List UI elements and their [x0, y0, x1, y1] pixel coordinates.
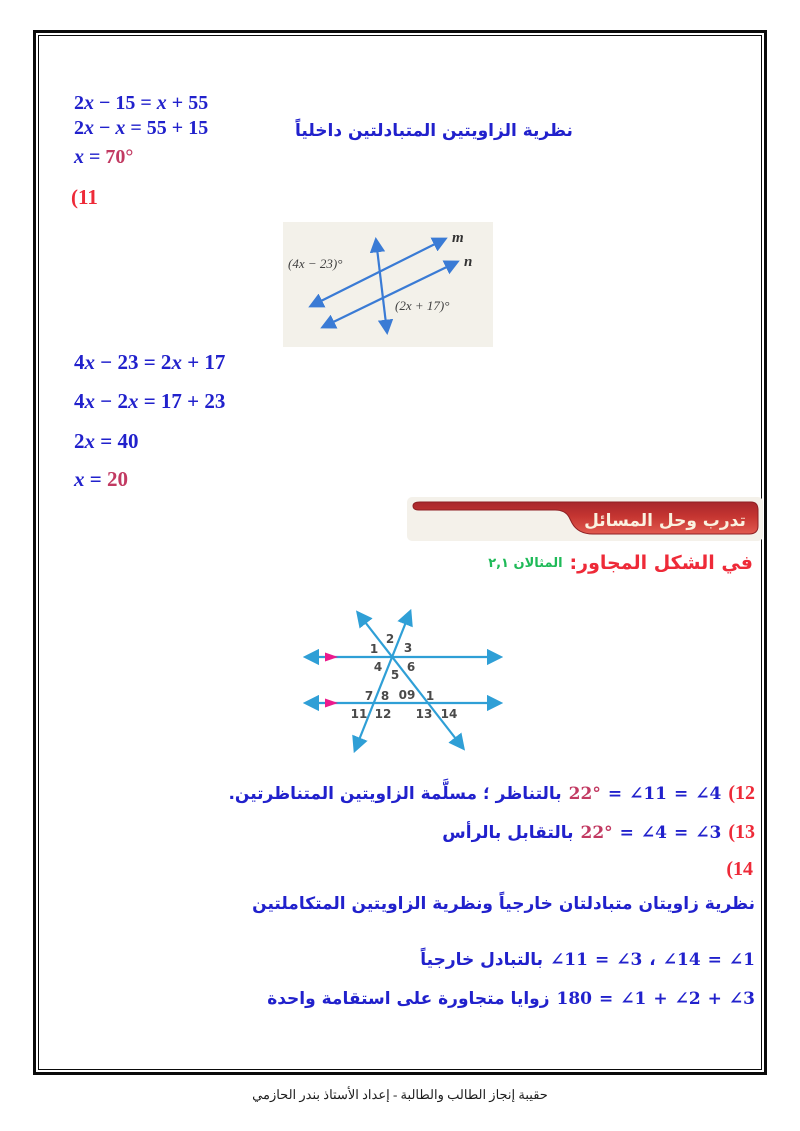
theorem-note-alternate-interior: نظرية الزاويتين المتبادلتين داخلياً — [295, 121, 573, 141]
parallel-mark-arrow-upper — [325, 653, 338, 662]
equation-x-20-value: 20 — [106, 467, 128, 491]
line-n — [323, 262, 457, 327]
angle-3-token: ∠3 — [616, 950, 643, 970]
figure-prompt-line — [488, 552, 753, 574]
item-12-justification: بالتناظر ؛ مسلَّمة الزاويتين المتناظرتين. — [228, 784, 562, 804]
page-footer: حقيبة إنجاز الطالب والطالبة - إعداد الأستاذ بندر الحازمي — [252, 1087, 548, 1102]
angle-label-13: 13 — [415, 707, 433, 721]
angle-label-12: 12 — [374, 707, 392, 721]
angle-label-3: 3 — [403, 641, 413, 655]
prompt-text: في الشكل المجاور: — [569, 552, 753, 574]
transversal-line — [376, 240, 387, 332]
line-m-label: m — [452, 230, 464, 246]
equation-2x-15: 2x − 15 = x + 55 — [74, 92, 209, 114]
plus-sign: + — [707, 989, 722, 1009]
equation-x-70-value: 70° — [105, 146, 134, 168]
practice-banner — [407, 496, 763, 542]
angle-label-8: 8 — [380, 689, 390, 703]
angle-1-token: ∠1 — [728, 950, 755, 970]
equation-4x-2x: 4x − 2x = 17 + 23 — [74, 389, 226, 413]
figure-parallel-lines-mn — [283, 222, 493, 347]
alternate-exterior-equation-line — [420, 950, 755, 970]
equals-sign: = — [707, 950, 722, 970]
equation-2x-40: 2x = 40 — [74, 429, 139, 453]
equation-2x-x: 2x − x = 55 + 15 — [74, 117, 209, 139]
answer-item-12 — [228, 782, 755, 805]
linear-angles-sum-line — [267, 989, 755, 1009]
equals-sign: = — [607, 784, 623, 804]
angle-label-14: 14 — [440, 707, 458, 721]
answer-item-14 — [726, 858, 753, 881]
item-12-angle-4: ∠4 — [695, 784, 722, 804]
item-14-number: (14 — [726, 858, 753, 880]
equation-x-20-lhs: x = — [74, 467, 107, 491]
banner-title: تدرب وحل المسائل — [584, 511, 746, 531]
equals-sign: = — [674, 823, 689, 843]
arabic-comma: ، — [649, 950, 656, 970]
figure1-svg — [283, 222, 493, 347]
angle-11-token: ∠11 — [550, 950, 588, 970]
equation-x-20 — [74, 467, 128, 492]
angle-3-token: ∠3 — [728, 989, 755, 1009]
item-12-angle-11: ∠11 — [629, 784, 667, 804]
angle-1-token: ∠1 — [620, 989, 647, 1009]
angle-label-7: 7 — [364, 689, 374, 703]
angle-label-9-10: 09 — [398, 688, 416, 702]
angle-label-4: 4 — [373, 660, 383, 674]
equals-sign: = — [594, 950, 610, 970]
item-12-value-22deg: 22° — [568, 784, 601, 804]
examples-reference: المثالان ٢,١ — [488, 556, 563, 571]
item-13-value-22deg: 22° — [580, 823, 613, 843]
alternate-exterior-note: بالتبادل خارجياً — [420, 950, 544, 970]
transversal-down-right — [358, 613, 463, 748]
equals-sign: = — [619, 823, 634, 843]
angle-2-token: ∠2 — [674, 989, 701, 1009]
item-13-angle-4: ∠4 — [640, 823, 667, 843]
angle-4x-23-label: (4x − 23)° — [288, 256, 343, 271]
angle-label-2: 2 — [385, 632, 395, 646]
plus-sign: + — [653, 989, 668, 1009]
item-13-justification: بالتقابل بالرأس — [442, 823, 574, 843]
theorem-line-alternate-exterior: نظرية زاويتان متبادلتان خارجياً ونظرية الزاويتين المتكاملتين — [252, 894, 755, 914]
problem-11-label: (11 — [71, 185, 98, 209]
angle-label-11: 11 — [350, 707, 368, 721]
angle-label-10: 1 — [425, 689, 435, 703]
equation-4x-23: 4x − 23 = 2x + 17 — [74, 350, 226, 374]
adjacent-angles-note: زوايا متجاورة على استقامة واحدة — [267, 989, 550, 1009]
equals-sign: = — [599, 989, 614, 1009]
angle-2x-17-label: (2x + 17)° — [395, 298, 450, 313]
angle-label-6: 6 — [406, 660, 416, 674]
angle-label-1: 1 — [369, 642, 379, 656]
figure2-svg — [303, 597, 503, 762]
angle-14-token: ∠14 — [662, 950, 701, 970]
equation-x-70-lhs: x = — [74, 146, 106, 168]
answer-item-13 — [442, 821, 755, 844]
banner-svg — [407, 496, 763, 542]
item-13-number: (13 — [728, 821, 755, 843]
line-n-label: n — [464, 254, 473, 270]
item-13-angle-3: ∠3 — [695, 823, 722, 843]
transversal-up-right — [355, 612, 413, 750]
sum-180-value: 180 — [556, 989, 593, 1009]
equation-x-70 — [74, 146, 133, 169]
angle-label-5: 5 — [390, 668, 400, 682]
equals-sign: = — [674, 784, 689, 804]
parallel-mark-arrow-lower — [325, 699, 338, 708]
figure-numbered-angles — [303, 597, 503, 762]
item-12-number: (12 — [728, 782, 755, 804]
